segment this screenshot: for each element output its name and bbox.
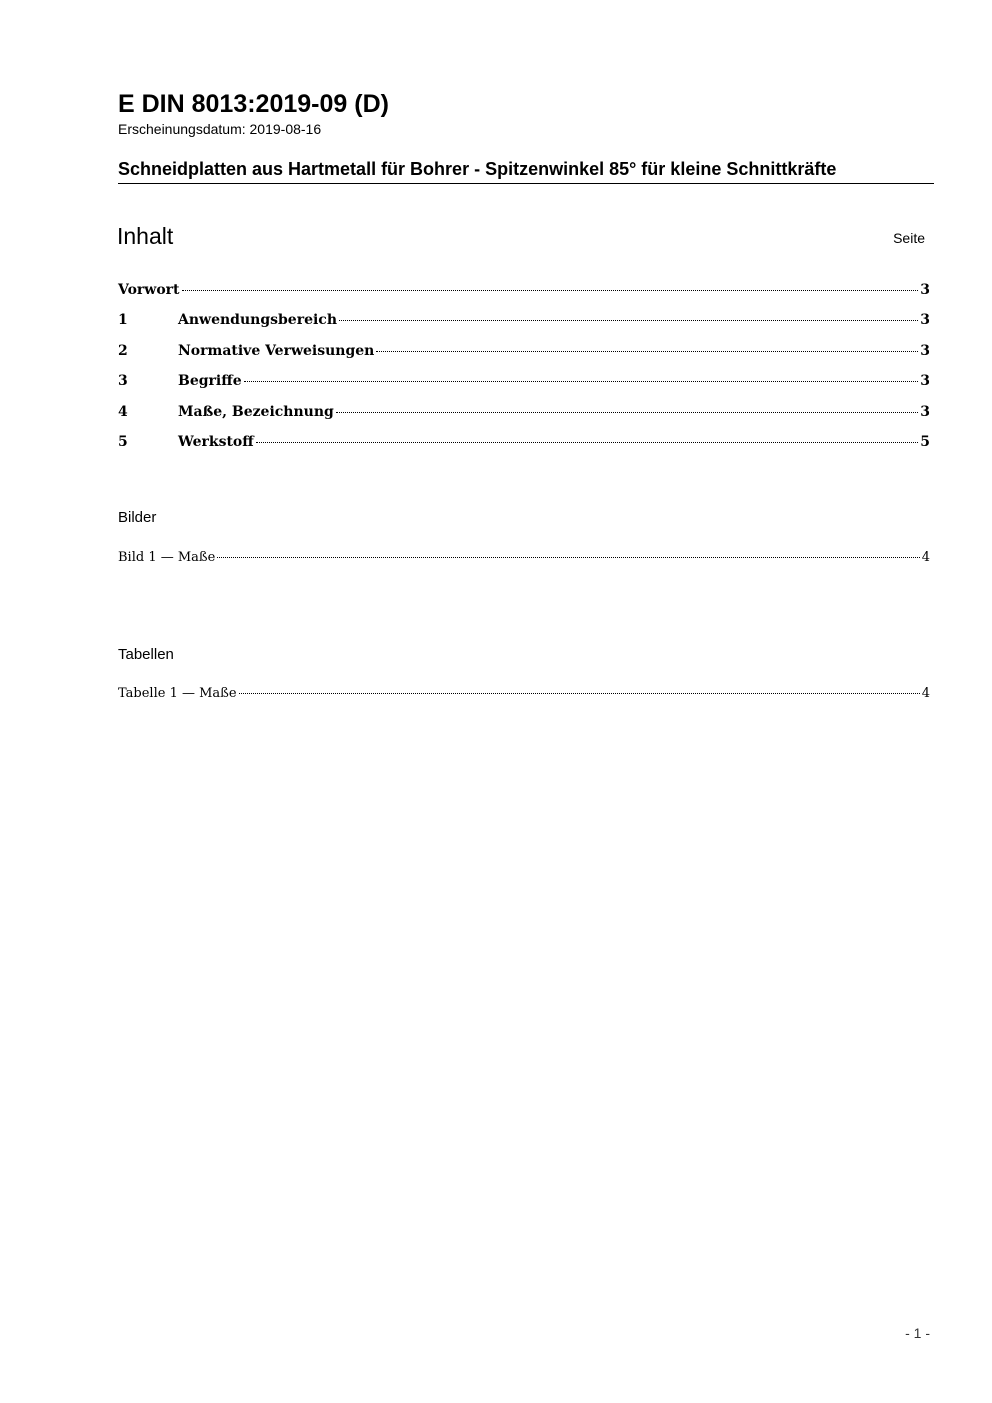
table-entry-page: 4 [921, 686, 930, 701]
figure-entry-page: 4 [921, 550, 930, 565]
toc-heading: Inhalt [117, 223, 174, 249]
dot-leader [339, 320, 918, 321]
page-column-label: Seite [893, 230, 925, 246]
toc-entry-page: 3 [920, 282, 930, 298]
toc-entry-number: 3 [118, 373, 128, 390]
figures-heading: Bilder [118, 509, 157, 526]
toc-entry-text: Maße, Bezeichnung [178, 403, 334, 420]
toc-entry-vorwort[interactable] [118, 279, 930, 309]
document-title: Schneidplatten aus Hartmetall für Bohrer - Spitzenwinkel 85° für kleine Schnittkräfte [118, 158, 934, 184]
toc-entry-text: Anwendungsbereich [178, 312, 337, 329]
toc-entry-number: 4 [118, 403, 128, 420]
toc-entry-page: 3 [920, 312, 930, 329]
toc-entry-5[interactable] [118, 431, 930, 461]
toc-entry-text: Werkstoff [178, 433, 254, 450]
toc-entry-page: 3 [920, 342, 930, 359]
toc-list [118, 279, 930, 461]
dot-leader [256, 442, 919, 443]
toc-entry-number: 2 [118, 342, 128, 359]
toc-entry-page: 5 [920, 433, 930, 450]
toc-entry-3[interactable] [118, 370, 930, 400]
dot-leader [244, 381, 919, 382]
figures-list [118, 548, 930, 568]
publication-date: Erscheinungsdatum: 2019-08-16 [118, 121, 322, 137]
page-number: - 1 - [905, 1325, 930, 1341]
toc-entry-1[interactable] [118, 309, 930, 339]
dot-leader [182, 290, 919, 291]
toc-entry-text: Vorwort [118, 282, 180, 298]
toc-entry-4[interactable] [118, 401, 930, 431]
toc-entry-page: 3 [920, 403, 930, 420]
toc-entry-page: 3 [920, 373, 930, 390]
dot-leader [239, 693, 920, 694]
toc-entry-number: 1 [118, 312, 128, 329]
toc-entry-2[interactable] [118, 340, 930, 370]
toc-entry-text: Begriffe [178, 373, 242, 390]
figure-entry[interactable] [118, 548, 930, 568]
toc-entry-text: Normative Verweisungen [178, 342, 375, 359]
toc-entry-number: 5 [118, 433, 128, 450]
table-entry-text: Tabelle 1 — Maße [118, 686, 237, 701]
document-id: E DIN 8013:2019-09 (D) [118, 90, 389, 118]
dot-leader [376, 351, 918, 352]
dot-leader [217, 557, 919, 558]
figure-entry-text: Bild 1 — Maße [118, 550, 216, 565]
dot-leader [336, 412, 918, 413]
tables-list [118, 684, 930, 704]
tables-heading: Tabellen [118, 646, 174, 663]
table-entry[interactable] [118, 684, 930, 704]
